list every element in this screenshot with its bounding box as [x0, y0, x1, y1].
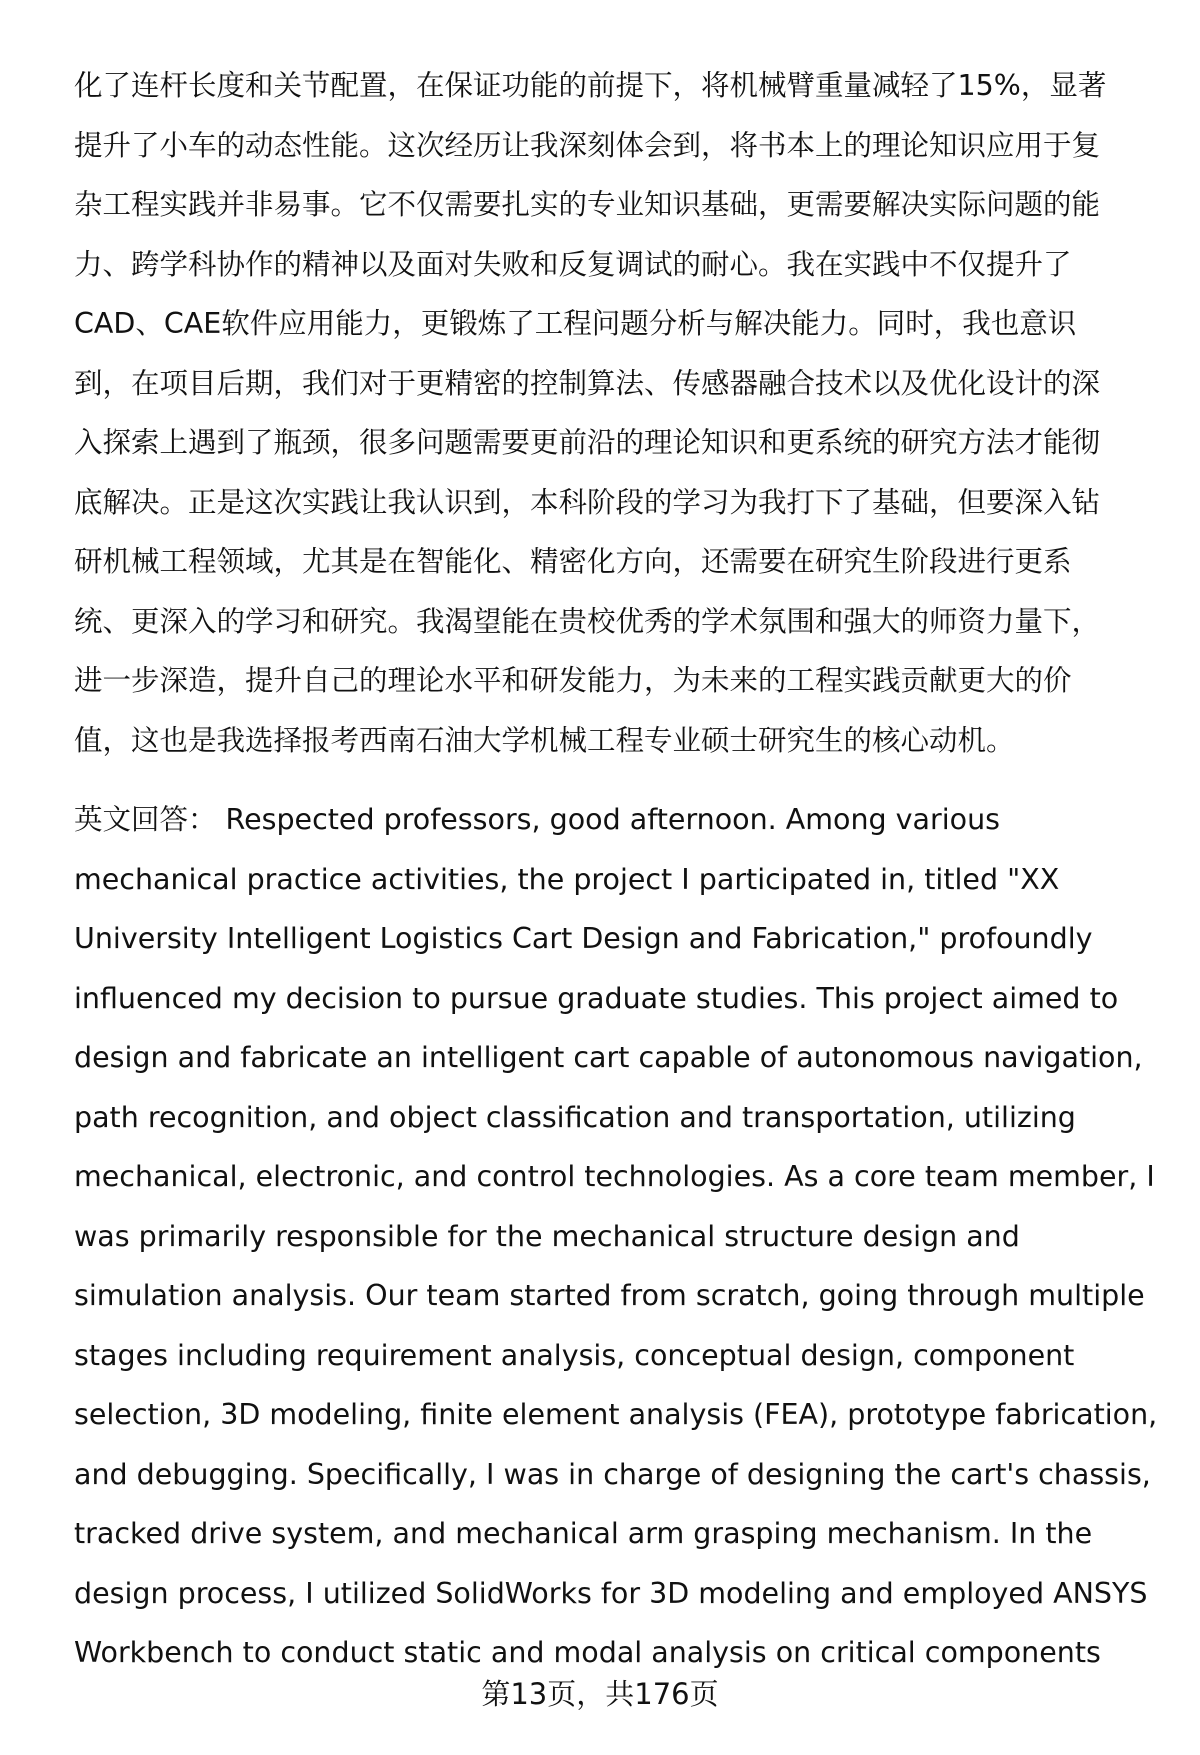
text-line: 入探索上遇到了瓶颈，很多问题需要更前沿的理论知识和更系统的研究方法才能彻 [74, 426, 1101, 459]
paragraph-english [74, 790, 1164, 1683]
text-line: simulation analysis. Our team started from scratch, going through multiple [74, 1279, 1145, 1312]
text-line: 力、跨学科协作的精神以及面对失败和反复调试的耐心。我在实践中不仅提升了 [74, 247, 1072, 281]
text-line: tracked drive system, and mechanical arm grasping mechanism. In the [74, 1517, 1093, 1550]
text-line: stages including requirement analysis, conceptual design, component [74, 1338, 1075, 1372]
text-line: University Intelligent Logistics Cart Design and Fabrication," profoundly [74, 922, 1093, 955]
text-line: mechanical practice activities, the project I participated in, titled "XX [74, 862, 1060, 896]
text-line: 化了连杆长度和关节配置，在保证功能的前提下，将机械臂重量减轻了15%，显著 [74, 69, 1107, 102]
page-number-footer: 第13页，共176页 [481, 1677, 719, 1711]
text-line: 底解决。正是这次实践让我认识到，本科阶段的学习为我打下了基础，但要深入钻 [74, 485, 1101, 519]
text-line: 杂工程实践并非易事。它不仅需要扎实的专业知识基础，更需要解决实际问题的能 [74, 188, 1101, 221]
document-body [74, 56, 1164, 1683]
text-line: 统、更深入的学习和研究。我渴望能在贵校优秀的学术氛围和强大的师资力量下， [74, 604, 1101, 638]
text-line: 研机械工程领域，尤其是在智能化、精密化方向，还需要在研究生阶段进行更系 [74, 545, 1072, 578]
text-line: CAD、CAE软件应用能力，更锻炼了工程问题分析与解决能力。同时，我也意识 [74, 307, 1077, 340]
text-line: influenced my decision to pursue graduate studies. This project aimed to [74, 981, 1119, 1015]
text-line: 到，在项目后期，我们对于更精密的控制算法、传感器融合技术以及优化设计的深 [74, 366, 1101, 400]
text-line: 值，这也是我选择报考西南石油大学机械工程专业硕士研究生的核心动机。 [74, 723, 1015, 757]
text-line: 提升了小车的动态性能。这次经历让我深刻体会到，将书本上的理论知识应用于复 [74, 128, 1101, 162]
text-line: design process, I utilized SolidWorks for 3D modeling and employed ANSYS [74, 1576, 1148, 1610]
text-line: mechanical, electronic, and control technologies. As a core team member, I [74, 1160, 1155, 1193]
text-line: path recognition, and object classification and transportation, utilizing [74, 1100, 1076, 1134]
text-line: 英文回答： Respected professors, good afternoon. Among various [74, 803, 1000, 836]
paragraph-chinese [74, 56, 1164, 770]
text-line: Workbench to conduct static and modal analysis on critical components [74, 1636, 1101, 1669]
text-line: 进一步深造，提升自己的理论水平和研发能力，为未来的工程实践贡献更大的价 [74, 664, 1072, 697]
text-line: selection, 3D modeling, finite element analysis (FEA), prototype fabrication, [74, 1398, 1158, 1431]
text-line: was primarily responsible for the mechanical structure design and [74, 1219, 1020, 1253]
text-line: design and fabricate an intelligent cart capable of autonomous navigation, [74, 1041, 1143, 1074]
paragraph-gap [74, 770, 1164, 790]
text-line: and debugging. Specifically, I was in charge of designing the cart's chassis, [74, 1457, 1151, 1491]
